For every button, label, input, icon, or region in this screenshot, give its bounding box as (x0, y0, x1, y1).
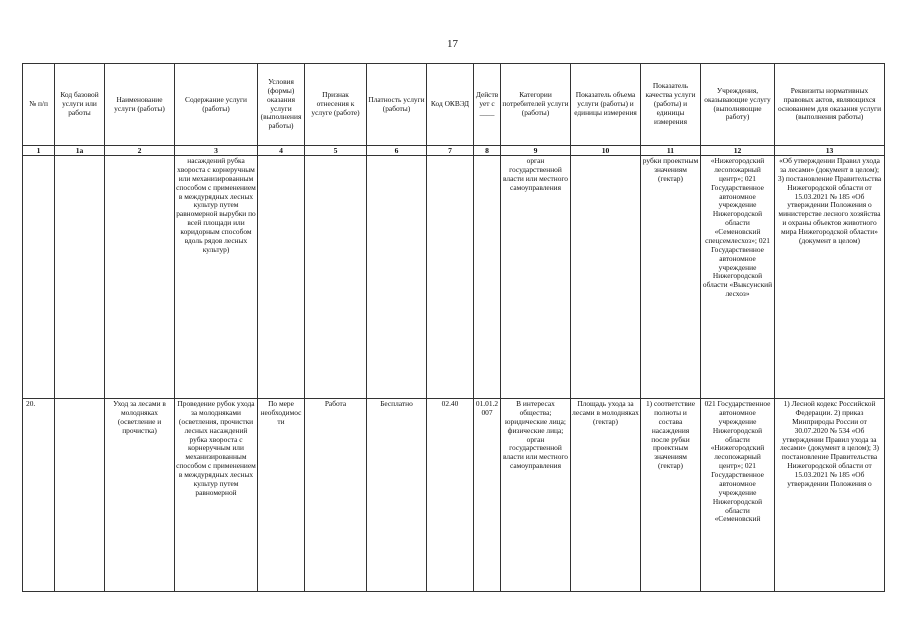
col-header-base-code: Код базовой услуги или работы (55, 64, 105, 146)
payment-cell: Бесплатно (367, 399, 427, 592)
col-number: 1 (23, 146, 55, 156)
base-code-cell (55, 399, 105, 592)
conditions-cell (258, 156, 305, 399)
legal-acts-cell: «Об утверждении Правил ухода за лесами» (документ в целом); 3) постановление Правительства Нижегородской области от 15.03.2021 № 185 «Об утверждении Положения о министерстве лесного хозяйства и охраны объектов животного мира Нижегородской области» (документ в целом) (775, 156, 885, 399)
col-header-consumers: Категории потребителей услуги (работы) (501, 64, 571, 146)
col-number: 10 (571, 146, 641, 156)
col-number: 1а (55, 146, 105, 156)
col-header-quality: Показатель качества услуги (работы) и единицы измерения (641, 64, 701, 146)
attribute-cell: Работа (305, 399, 367, 592)
content-cell: насаждений рубка хвороста с корнеручным или механизированным способом с применением в междурядных лесных культур путем равномерной вырубки по всей площади или коридорным способом вдоль рядов лесных культур) (175, 156, 258, 399)
row-number-cell: 20. (23, 399, 55, 592)
table-row (23, 156, 885, 399)
header-row (23, 64, 885, 146)
col-header-okved: Код ОКВЭД (427, 64, 474, 146)
service-name-cell: Уход за лесами в молодняках (осветление и прочистка) (105, 399, 175, 592)
col-header-volume: Показатель объема услуги (работы) и единицы измерения (571, 64, 641, 146)
col-header-content: Содержание услуги (работы) (175, 64, 258, 146)
page-number: 17 (447, 38, 458, 50)
okved-cell (427, 156, 474, 399)
row-number-cell (23, 156, 55, 399)
valid-from-cell: 01.01.2007 (474, 399, 501, 592)
col-number: 11 (641, 146, 701, 156)
consumers-cell: орган государственной власти или местного самоуправления (501, 156, 571, 399)
col-number: 7 (427, 146, 474, 156)
base-code-cell (55, 156, 105, 399)
legal-acts-cell: 1) Лесной кодекс Российской Федерации. 2) приказ Минприроды России от 30.07.2020 № 534 «Об утверждении Правил ухода за лесами» (документ в целом); 3) постановление Правительства Нижегородской области от 15.03.2021 № 185 «Об утверждении Положения о (775, 399, 885, 592)
col-number: 12 (701, 146, 775, 156)
service-name-cell (105, 156, 175, 399)
services-register-table (22, 63, 885, 592)
col-header-payment: Платность услуги (работы) (367, 64, 427, 146)
volume-cell (571, 156, 641, 399)
quality-cell: 1) соответствие полноты и состава насаждения после рубки проектным значениям (гектар) (641, 399, 701, 592)
quality-cell: рубки проектным значениям (гектар) (641, 156, 701, 399)
content-cell: Проведение рубок ухода за молодняками (осветления, прочистки лесных насаждений рубка хвороста с корнеручным или механизированным способом с применением в междурядных лесных культур путем равномерной (175, 399, 258, 592)
col-number: 6 (367, 146, 427, 156)
consumers-cell: В интересах общества; юридические лица; физические лица; орган государственной власти или местного самоуправления (501, 399, 571, 592)
institutions-cell: 021 Государственное автономное учреждение Нижегородской области «Нижегородский лесопожарный центр»; 021 Государственное автономное учреждение Нижегородской области «Семеновский (701, 399, 775, 592)
valid-from-cell (474, 156, 501, 399)
payment-cell (367, 156, 427, 399)
col-header-conditions: Условия (формы) оказания услуги (выполнения работы) (258, 64, 305, 146)
col-number: 2 (105, 146, 175, 156)
okved-cell: 02.40 (427, 399, 474, 592)
col-number: 13 (775, 146, 885, 156)
col-number: 4 (258, 146, 305, 156)
column-number-row (23, 146, 885, 156)
volume-cell: Площадь ухода за лесами в молодняках (гектар) (571, 399, 641, 592)
col-header-attribute: Признак отнесения к услуге (работе) (305, 64, 367, 146)
attribute-cell (305, 156, 367, 399)
col-number: 9 (501, 146, 571, 156)
col-header-institutions: Учреждения, оказывающие услугу (выполняющие работу) (701, 64, 775, 146)
conditions-cell: По мере необходимости (258, 399, 305, 592)
col-number: 3 (175, 146, 258, 156)
col-header-number: № п/п (23, 64, 55, 146)
col-header-valid-from: Действует с ____ (474, 64, 501, 146)
col-number: 5 (305, 146, 367, 156)
col-header-service-name: Наименование услуги (работы) (105, 64, 175, 146)
col-header-legal-acts: Реквизиты нормативных правовых актов, являющихся основанием для оказания услуги (выполнения работы) (775, 64, 885, 146)
table-row (23, 399, 885, 592)
col-number: 8 (474, 146, 501, 156)
institutions-cell: «Нижегородский лесопожарный центр»; 021 Государственное автономное учреждение Нижегородской области «Семеновский спецсемлесхоз»; 021 Государственное автономное учреждение Нижегородской области «Выксунский лесхоз» (701, 156, 775, 399)
